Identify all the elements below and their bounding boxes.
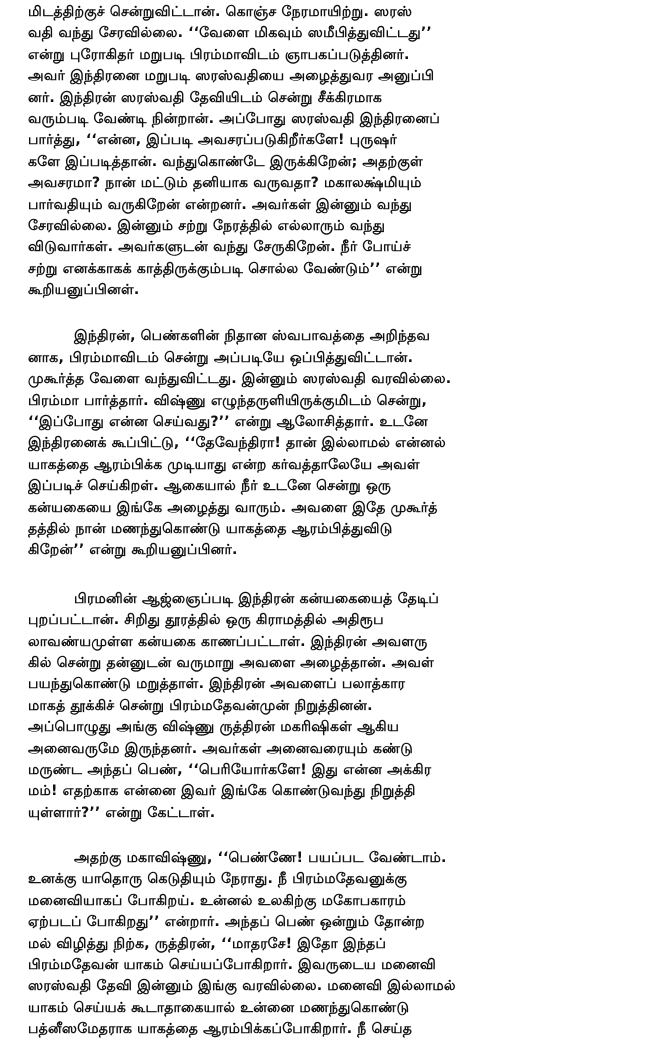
text-line: கிறேன்’’ என்று கூறியனுப்பினர். (28, 542, 238, 559)
text-line: மல் விழித்து நிற்க, ருத்திரன், ‘‘மாதரசே! இதோ இந்தப் (28, 935, 387, 952)
text-line: என்று புரோகிதர் மறுபடி பிரம்மாவிடம் ஞாபகப்படுத்தினர். (28, 46, 410, 63)
text-line: பார்வதியும் வருகிறேன் என்றனர். அவர்கள் இன்னும் வந்து (28, 196, 413, 213)
paragraph-1 (28, 2, 626, 301)
paragraph-spacer (28, 824, 626, 848)
paragraph-3 (28, 589, 626, 824)
text-line: பார்த்து, ‘‘என்ன, இப்படி அவசரப்படுகிறீர்களே! புருஷர் (28, 132, 398, 149)
text-line: புறப்பட்டான். சிறிது தூரத்தில் ஒரு கிராமத்தில் அதிரூப (28, 612, 384, 629)
text-line: அனைவருமே இருந்தனர். அவர்கள் அனைவரையும் கண்டு (28, 740, 414, 757)
text-line: கன்யகையை இங்கே அழைத்து வாரும். அவளை இதே முகூர்த் (28, 499, 438, 516)
paragraph-spacer (28, 562, 626, 589)
text-line: சேரவில்லை. இன்னும் சற்று நேரத்தில் எல்லாரும் வந்து (28, 217, 386, 234)
text-line: மிடத்திற்குச் சென்றுவிட்டான். கொஞ்ச நேரமாயிற்று. ஸரஸ் (28, 4, 413, 20)
text-line: வதி வந்து சேரவில்லை. ‘‘வேளை மிகவும் ஸமீபித்துவிட்டது’’ (28, 25, 432, 42)
text-line: சற்று எனக்காகக் காத்திருக்கும்படி சொல்ல வேண்டும்’’ என்று (28, 260, 423, 277)
text-line: லாவண்யமுள்ள கன்யகை காணப்பட்டாள். இந்திரன் அவளரு (28, 633, 428, 650)
text-line: னாக, பிரம்மாவிடம் சென்று அப்படியே ஒப்பித்துவிட்டான். (28, 349, 414, 366)
text-line: மம்! எதற்காக என்னை இவர் இங்கே கொண்டுவந்து நிறுத்தி (28, 783, 416, 800)
text-line: அவசரமா? நான் மட்டும் தனியாக வருவதா? மகாலக்ஷ்மியும் (28, 175, 422, 192)
text-line: மருண்ட அந்தப் பெண், ‘‘பெரியோர்களே! இது என்ன அக்கிர (28, 761, 432, 778)
text-line: இந்திரனைக் கூப்பிட்டு, ‘‘தேவேந்திரா! தான் இல்லாமல் என்னல் (28, 435, 446, 452)
text-line: வரும்படி வேண்டி நின்றான். அப்போது ஸரஸ்வதி இந்திரனைப் (28, 110, 440, 127)
text-line: களே இப்படித்தான். வந்துகொண்டே இருக்கிறேன்; அதற்குள் (28, 153, 423, 170)
text-line: பிரம்மா பார்த்தார். விஷ்ணு எழுந்தருளியிருக்குமிடம் சென்று, (28, 392, 427, 409)
text-line: மனைவியாகப் போகிறய். உன்னல் உலகிற்கு மகோபகாரம் (28, 892, 406, 909)
text-line: கில் சென்று தன்னுடன் வருமாறு அவளை அழைத்தான். அவள் (28, 654, 435, 671)
text-line: பிரமனின் ஆஜ்ஞைப்படி இந்திரன் கன்யகையைத் தேடிப் (74, 590, 440, 607)
text-line: யுள்ளார்?’’ என்று கேட்டாள். (28, 804, 216, 821)
text-line: யாகத்தை ஆரம்பிக்க முடியாது என்ற கர்வத்தாலேயே அவள் (28, 456, 420, 473)
paragraph-2 (28, 326, 626, 561)
text-line: ஏற்படப் போகிறது’’ என்றார். அந்தப் பெண் ஒன்றும் தோன்ற (28, 914, 425, 931)
paragraph-spacer (28, 301, 626, 326)
text-line: மாகத் தூக்கிச் சென்று பிரம்மதேவன்முன் நிறுத்தினன். (28, 697, 373, 714)
text-line: அப்பொழுது அங்கு விஷ்ணு ருத்திரன் மகரிஷிகள் ஆகிய (28, 719, 400, 736)
text-line: பிரம்மதேவன் யாகம் செய்யப்போகிறார். இவருடைய மனைவி (28, 957, 437, 974)
text-line: அவர் இந்திரனை மறுபடி ஸரஸ்வதியை அழைத்துவர அனுப்பி (28, 68, 435, 85)
text-line: யாகம் செய்யக் கூடாதாகையால் உன்னை மணந்துகொண்டு (28, 999, 410, 1016)
text-line: உனக்கு யாதொரு கெடுதியும் நேராது. நீ பிரம்மதேவனுக்கு (28, 871, 408, 888)
text-line: னர். இந்திரன் ஸரஸ்வதி தேவியிடம் சென்று சீக்கிரமாக (28, 89, 383, 106)
text-line: தத்தில் நான் மணந்துகொண்டு யாகத்தை ஆரம்பித்துவிடு (28, 520, 393, 537)
text-line: அதற்கு மகாவிஷ்ணு, ‘‘பெண்ணே! பயப்பட வேண்டாம். (74, 850, 447, 867)
text-line: இப்படிச் செய்கிறள். ஆகையால் நீர் உடனே சென்று ஒரு (28, 478, 392, 495)
text-line: பயந்துகொண்டு மறுத்தாள். இந்திரன் அவளைப் பலாத்கார (28, 676, 406, 693)
text-line: ‘‘இப்போது என்ன செய்வது?’’ என்று ஆலோசித்தார். உடனே (28, 414, 428, 431)
text-line: விடுவார்கள். அவர்களுடன் வந்து சேருகிறேன். நீர் போய்ச் (28, 239, 411, 256)
text-line: பத்னீஸமேதராக யாகத்தை ஆரம்பிக்கப்போகிறார். நீ செய்த (28, 1021, 413, 1038)
text-line: கூறியனுப்பினள். (28, 282, 140, 299)
text-line: இந்திரன், பெண்களின் நிதான ஸ்வபாவத்தை அறிந்தவ (74, 328, 431, 345)
text-line: ஸரஸ்வதி தேவி இன்னும் இங்கு வரவில்லை. மனைவி இல்லாமல் (28, 978, 456, 995)
text-line: முகூர்த்த வேளை வந்துவிட்டது. இன்னும் ஸரஸ்வதி வரவில்லை. (28, 371, 452, 388)
